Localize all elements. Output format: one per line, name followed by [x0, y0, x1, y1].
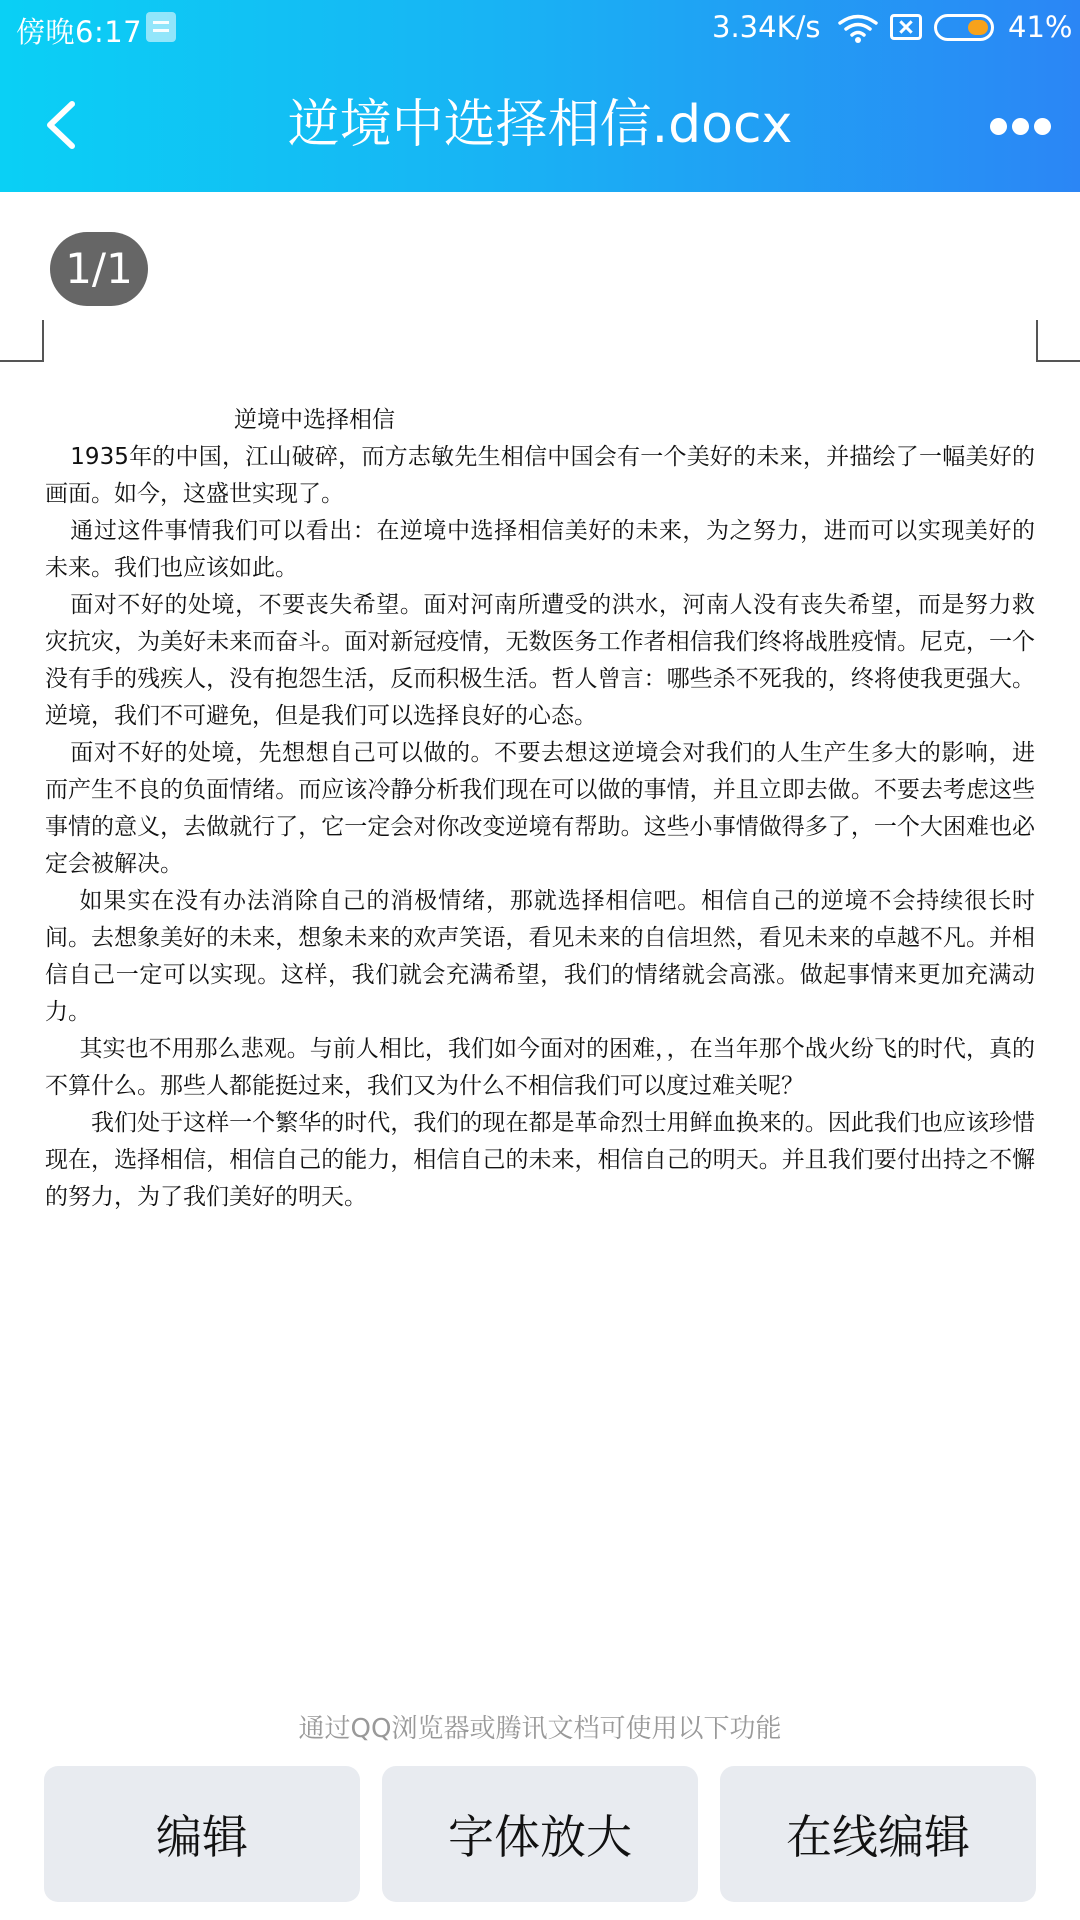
sim-disabled-icon [890, 14, 922, 40]
margin-mark-right [1036, 320, 1080, 362]
action-row [44, 1766, 1036, 1902]
app-header [0, 0, 1080, 192]
more-dots-icon [1034, 118, 1051, 135]
feature-hint: 通过QQ浏览器或腾讯文档可使用以下功能 [298, 1714, 782, 1744]
more-dots-icon [1012, 118, 1029, 135]
document-paragraph: 其实也不用那么悲观。与前人相比，我们如今面对的困难，，在当年那个战火纷飞的时代，真的不算什么。那些人都能挺过来，我们又为什么不相信我们可以度过难关呢？ [45, 1036, 1035, 1099]
document-paragraph: 通过这件事情我们可以看出：在逆境中选择相信美好的未来，为之努力，进而可以实现美好的未来。我们也应该如此。 [45, 518, 1035, 581]
battery-icon [934, 14, 994, 41]
more-dots-icon [990, 118, 1007, 135]
chevron-left-icon [34, 90, 94, 160]
status-time: 傍晚6:17 [16, 15, 143, 49]
title-bar [0, 56, 1080, 192]
font-enlarge-button[interactable]: 字体放大 [382, 1766, 698, 1902]
page-indicator: 1/1 [50, 232, 148, 306]
document-paragraph: 面对不好的处境，先想想自己可以做的。不要去想这逆境会对我们的人生产生多大的影响，进而产生不良的负面情绪。而应该冷静分析我们现在可以做的事情，并且立即去做。不要去考虑这些事情的意义，去做就行了，它一定会对你改变逆境有帮助。这些小事情做得多了，一个大困难也必定会被解决。 [45, 740, 1035, 877]
online-edit-button[interactable]: 在线编辑 [720, 1766, 1036, 1902]
status-bar [0, 0, 1080, 56]
document-title: 逆境中选择相信.docx [287, 95, 793, 155]
battery-percent: 41% [1008, 10, 1073, 44]
margin-mark-left [0, 320, 44, 362]
more-options-button[interactable] [986, 108, 1056, 144]
wifi-icon [838, 14, 878, 44]
document-paragraph: 如果实在没有办法消除自己的消极情绪，那就选择相信吧。相信自己的逆境不会持续很长时间。去想象美好的未来，想象未来的欢声笑语，看见未来的自信坦然，看见未来的卓越不凡。并相信自己一定可以实现。这样，我们就会充满希望，我们的情绪就会高涨。做起事情来更加充满动力。 [45, 888, 1035, 1025]
edit-button[interactable]: 编辑 [44, 1766, 360, 1902]
notification-icon [146, 12, 176, 42]
document-paragraph: 我们处于这样一个繁华的时代，我们的现在都是革命烈士用鲜血换来的。因此我们也应该珍惜现在，选择相信，相信自己的能力，相信自己的未来，相信自己的明天。并且我们要付出持之不懈的努力，为了我们美好的明天。 [45, 1110, 1035, 1210]
document-heading: 逆境中选择相信 [234, 407, 395, 433]
document-body [45, 402, 1035, 1216]
network-speed: 3.34K/s [712, 10, 821, 44]
document-paragraph: 面对不好的处境，不要丧失希望。面对河南所遭受的洪水，河南人没有丧失希望，而是努力救灾抗灾，为美好未来而奋斗。面对新冠疫情，无数医务工作者相信我们终将战胜疫情。尼克，一个没有手的残疾人，没有抱怨生活，反而积极生活。哲人曾言：哪些杀不死我的，终将使我更强大。逆境，我们不可避免，但是我们可以选择良好的心态。 [45, 592, 1035, 729]
back-button[interactable] [34, 90, 94, 160]
document-paragraph: 1935年的中国，江山破碎，而方志敏先生相信中国会有一个美好的未来，并描绘了一幅美好的画面。如今，这盛世实现了。 [45, 444, 1035, 507]
battery-fill [968, 20, 988, 35]
